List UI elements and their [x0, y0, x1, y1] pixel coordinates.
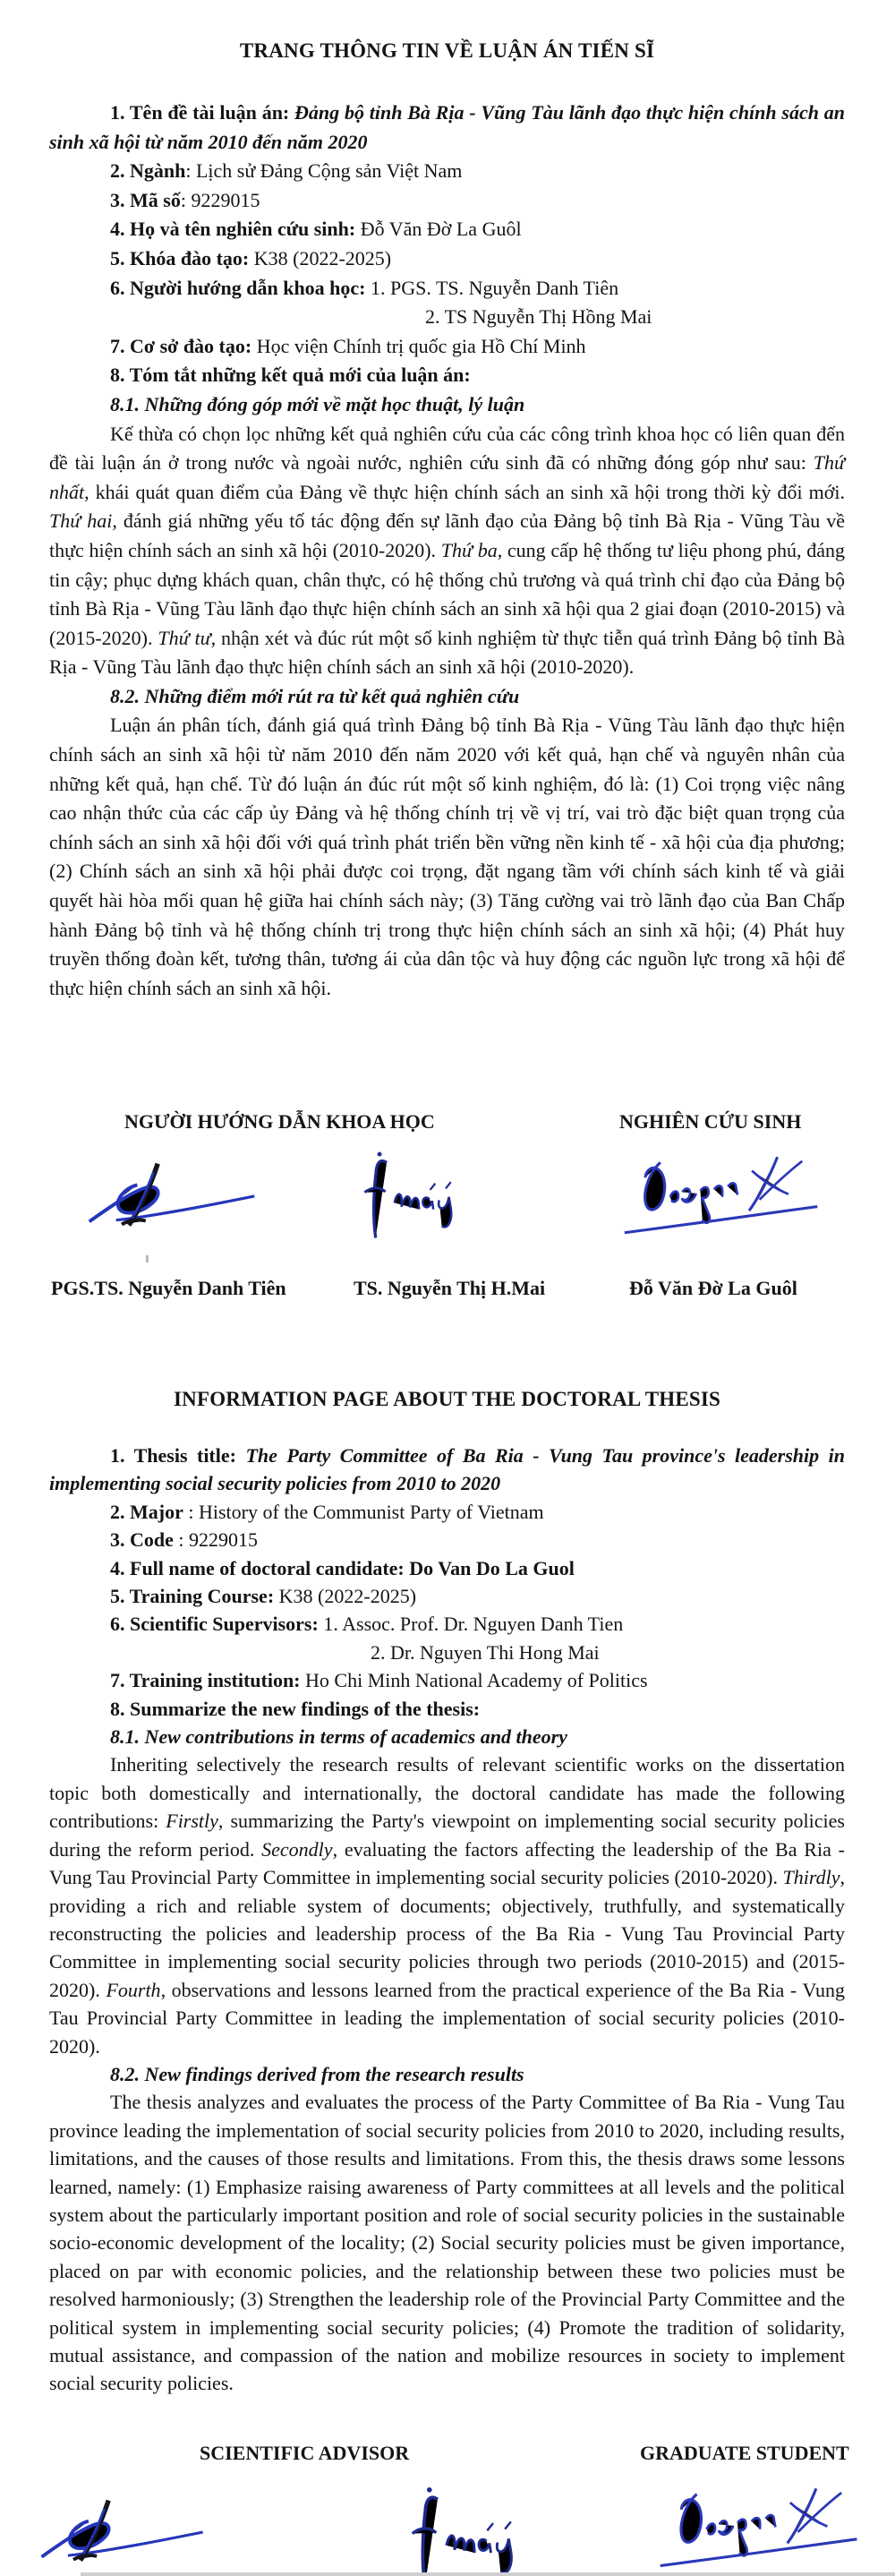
signature-advisor-1	[85, 1155, 268, 1240]
advisor-1-name: PGS.TS. Nguyễn Danh Tiên	[51, 1277, 286, 1299]
item-label: 4. Họ và tên nghiên cứu sinh:	[110, 218, 356, 241]
summary-item-en	[49, 1695, 845, 1723]
item-value: : 9229015	[173, 1528, 259, 1552]
findings-paragraph-vi: Luận án phân tích, đánh giá quá trình Đảng bộ tỉnh Bà Rịa - Vũng Tàu lãnh đạo thực hiện chính sách an sinh xã hội từ năm 2010 đến năm 2020 với kết quả, hạn chế và nguyên nhân của những kết quả, hạn chế. Từ đó luận án đúc rút một số kinh nghiệm, đó là: (1) Coi trọng việc nâng cao nhận thức của các cấp ủy Đảng và hệ thống chính trị về vị trí, vai trò đặc biệt quan trọng của chính sách an sinh xã hội đối với quá trình phát triển bền vững nền kinh tế - xã hội của địa phương; (2) Chính sách an sinh xã hội phải được coi trọng, đặt ngang tầm với chính sách kinh tế và giải quyết hài hòa mối quan hệ giữa hai chính sách này; (3) Tăng cường vai trò lãnh đạo của Ban Chấp hành Đảng bộ tỉnh và hệ thống chính trị trong thực hiện chính sách an sinh xã hội; (4) Phát huy truyền thống đoàn kết, tương thân, tương ái của dân tộc và huy động các nguồn lực trong xã hội để thực hiện chính sách an sinh xã hội.	[49, 714, 845, 999]
text-segment: , providing a rich and reliable system of documents; objectively, truthfully, and systematically reconstructing the policies and leadership process of the Ba Ria - Vung Tau Provincial Party Committee in implementing social security policies through two periods (2010-2015) and (2015-2020).	[49, 1866, 845, 2001]
candidate-name: Đỗ Văn Đờ La Guôl	[629, 1277, 797, 1299]
item-value: : Lịch sử Đảng Cộng sản Việt Nam	[185, 159, 463, 183]
scan-bottom-edge	[81, 2572, 895, 2576]
item-label: 5. Training Course:	[110, 1585, 275, 1608]
text-segment: Thứ hai	[49, 509, 113, 533]
item-value: K38 (2022-2025)	[278, 1585, 417, 1608]
contributions-paragraph-en	[49, 1750, 845, 2059]
subsection-81-heading-vi: 8.1. Những đóng góp mới về mặt học thuật, lý luận	[110, 392, 525, 415]
item-label: 4. Full name of doctoral candidate:	[110, 1556, 405, 1579]
candidate-heading-en: GRADUATE STUDENT	[640, 2442, 849, 2464]
advisor-2-name: TS. Nguyễn Thị H.Mai	[354, 1277, 546, 1299]
supervisor-2: 2. Dr. Nguyen Thi Hong Mai	[371, 1640, 600, 1664]
item-label: 6. Người hướng dẫn khoa học:	[110, 276, 366, 299]
thesis-title-item-vi	[49, 98, 845, 157]
institution-item-vi	[49, 332, 845, 362]
signature-block-vi	[0, 1110, 895, 1325]
text-segment: , summarizing the Party's viewpoint on implementing social security policies during the reform period.	[49, 1810, 845, 1861]
institution-item-en	[49, 1666, 845, 1694]
findings-paragraph-en: The thesis analyzes and evaluates the process of the Party Committee of Ba Ria - Vung Tau province leading the implementation of social security policies from 2010 to 2020, including results, limitations, and the causes of those results and limitations. From this, the thesis draws some lessons learned, namely: (1) Emphasize raising awareness of Party committees at all levels and the political system about the particularly important position and role of social security policies in the sustainable socio-economic development of the locality; (2) Social security policies must be given importance, placed on par with economic policies, and the relationship between these two policies must be resolved harmoniously; (3) Strengthen the leadership role of the Provincial Party Committee and the political system in implementing social security policies; (4) Promote the tradition of solidarity, mutual assistance, and compassion of the nation and mobilize resources in society to implement social security policies.	[49, 2091, 845, 2395]
signature-advisor-2-en	[390, 2485, 544, 2576]
subsection-82-heading-en: 8.2. New findings derived from the research results	[110, 2062, 524, 2085]
text-segment: Kế thừa có chọn lọc những kết quả nghiên cứu của các công trình khoa học có liên quan đến đề tài luận án ở trong nước và ngoài nước, nghiên cứu sinh đã có những đóng góp như sau:	[49, 422, 845, 475]
code-item-en	[49, 1526, 845, 1553]
item-label: 2. Ngành	[110, 159, 186, 183]
candidate-item-vi	[49, 215, 845, 244]
item-value: Học viện Chính trị quốc gia Hồ Chí Minh	[256, 334, 586, 357]
thesis-title-value: Đảng bộ tỉnh Bà Rịa - Vũng Tàu lãnh đạo thực hiện chính sách an sinh xã hội từ năm 2010 đến năm 2020	[49, 101, 845, 153]
signature-advisor-1-en	[38, 2491, 217, 2576]
text-segment: , nhận xét và đúc rút một số kinh nghiệm từ thực tiễn quá trình Đảng bộ tỉnh Bà Rịa - Vũng Tàu lãnh đạo thực hiện chính sách an sinh xã hội (2010-2020).	[49, 626, 845, 679]
text-segment: Fourth	[106, 1978, 161, 2001]
signature-candidate-en	[626, 2483, 888, 2574]
text-segment: Inheriting selectively the research results of relevant scientific works on the dissertation topic both domestically and internationally, the doctoral candidate has made the following contributions:	[49, 1753, 845, 1833]
scan-artifact	[146, 1255, 149, 1262]
text-segment: , evaluating the factors affecting the leadership of the Ba Ria - Vung Tau Provincial Party Committee in implementing social security policies (2010-2020).	[49, 1837, 845, 1889]
item-label: 8. Tóm tắt những kết quả mới của luận án:	[110, 364, 471, 387]
text-segment: , observations and lessons learned from the practical experience of the Ba Ria - Vung Tau Provincial Party Committee in leading the implementation of social security policies (2010-2020).	[49, 1978, 846, 2058]
advisor-heading-en: SCIENTIFIC ADVISOR	[200, 2442, 410, 2464]
code-item-vi	[49, 186, 845, 216]
item-label: 1. Tên đề tài luận án:	[110, 101, 290, 124]
supervisors-item-vi	[49, 274, 845, 304]
item-value: : History of the Communist Party of Vietnam	[183, 1500, 544, 1523]
text-segment: Secondly	[261, 1837, 333, 1861]
contributions-paragraph-vi	[49, 420, 845, 682]
item-label: 2. Major	[110, 1500, 183, 1523]
page-title-english: INFORMATION PAGE ABOUT THE DOCTORAL THESIS	[173, 1388, 720, 1410]
supervisor-1: 1. Assoc. Prof. Dr. Nguyen Danh Tien	[323, 1613, 624, 1636]
item-label: 8. Summarize the new findings of the thesis:	[110, 1697, 481, 1720]
text-segment: , khái quát quan điểm của Đảng về thực hiện chính sách an sinh xã hội trong thời kỳ đổi mới.	[84, 480, 845, 503]
text-segment: Thứ tư	[158, 626, 211, 649]
item-value: Ho Chi Minh National Academy of Politics	[305, 1669, 648, 1692]
text-segment: Thirdly	[782, 1866, 840, 1889]
text-segment: , đánh giá những yếu tố tác động đến sự lãnh đạo của Đảng bộ tỉnh Bà Rịa - Vũng Tàu về thực hiện chính sách an sinh xã hội (2010-2020).	[49, 509, 845, 561]
supervisor-2-line-en	[49, 1639, 845, 1666]
item-value: : 9229015	[180, 188, 260, 211]
major-item-vi	[49, 157, 845, 186]
signature-advisor-2	[328, 1150, 498, 1244]
item-label: 7. Cơ sở đào tạo:	[110, 334, 252, 357]
text-segment: Firstly	[166, 1810, 218, 1833]
item-value: Do Van Do La Guol	[409, 1556, 575, 1579]
thesis-title-item-en	[49, 1442, 845, 1498]
signature-block-en	[0, 2442, 895, 2576]
supervisor-2: 2. TS Nguyễn Thị Hồng Mai	[425, 305, 652, 329]
thesis-title-value: The Party Committee of Ba Ria - Vung Tau province's leadership in implementing social security policies from 2010 to 2020	[49, 1444, 845, 1495]
signature-candidate	[591, 1151, 848, 1241]
vietnamese-section	[0, 0, 895, 1003]
item-label: 7. Training institution:	[110, 1669, 301, 1692]
text-segment: Thứ nhất	[49, 451, 845, 503]
page-title-vietnamese: TRANG THÔNG TIN VỀ LUẬN ÁN TIẾN SĨ	[239, 39, 655, 62]
candidate-heading-vi: NGHIÊN CỨU SINH	[619, 1110, 802, 1133]
major-item-en	[49, 1498, 845, 1526]
item-label: 3. Mã số	[110, 188, 181, 211]
text-segment: , cung cấp hệ thống tư liệu phong phú, đáng tin cậy; phục dựng khách quan, chân thực, có hệ thống chủ trương và quá trình chỉ đạo của Đảng bộ tỉnh Bà Rịa - Vũng Tàu lãnh đạo thực hiện chính sách an sinh xã hội qua 2 giai đoạn (2010-2015) và (2015-2020).	[49, 538, 845, 649]
item-label: 6. Scientific Supervisors:	[110, 1613, 319, 1636]
course-item-en	[49, 1582, 845, 1610]
item-value: Đỗ Văn Đờ La Guôl	[360, 218, 522, 241]
text-segment: Thứ ba	[440, 538, 498, 561]
item-value: K38 (2022-2025)	[253, 246, 392, 270]
item-label: 5. Khóa đào tạo:	[110, 246, 250, 270]
subsection-81-heading-en: 8.1. New contributions in terms of academics and theory	[110, 1725, 567, 1749]
supervisor-1: 1. PGS. TS. Nguyễn Danh Tiên	[371, 276, 619, 299]
supervisors-item-en	[49, 1610, 845, 1638]
item-label: 3. Code	[110, 1528, 174, 1552]
course-item-vi	[49, 244, 845, 274]
supervisor-2-line-vi	[49, 303, 845, 332]
candidate-item-en	[49, 1554, 845, 1582]
english-section	[0, 1386, 895, 2398]
subsection-82-heading-vi: 8.2. Những điểm mới rút ra từ kết quả nghiên cứu	[110, 684, 520, 707]
summary-item-vi	[49, 361, 845, 390]
item-label: 1. Thesis title:	[110, 1444, 236, 1467]
advisor-heading-vi: NGƯỜI HƯỚNG DẪN KHOA HỌC	[124, 1110, 435, 1133]
